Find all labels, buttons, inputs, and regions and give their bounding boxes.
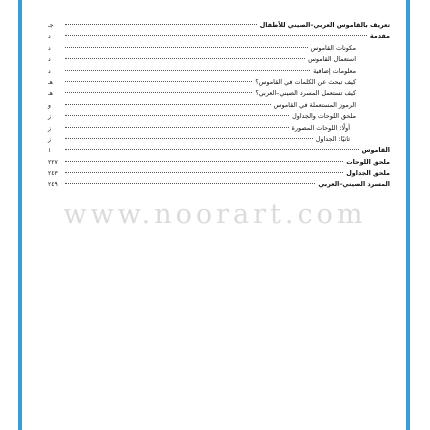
toc-title: ملحق اللوحات	[346, 157, 390, 166]
dot-leader	[65, 127, 289, 128]
toc-title: تعريف بالقاموس العربي–الصيني للأطفال	[259, 21, 390, 29]
dot-leader	[65, 70, 310, 71]
toc-entry[interactable]	[48, 100, 390, 111]
toc-title: أولًا: اللوحات المصورة	[291, 123, 350, 132]
toc-title: استعمال القاموس	[308, 55, 356, 64]
toc-page-number: ٢٢٧	[48, 158, 58, 166]
dot-leader	[65, 92, 252, 93]
toc-page-number: جـ	[48, 22, 54, 29]
toc-page-number: و	[48, 101, 51, 109]
toc-entry[interactable]	[48, 134, 390, 145]
dot-leader	[65, 58, 305, 59]
toc-page-number: ز	[48, 124, 51, 132]
toc-entry[interactable]	[48, 145, 390, 156]
toc-title: مقدمة	[369, 32, 390, 41]
toc-entry[interactable]	[48, 66, 390, 77]
dot-leader	[65, 47, 308, 48]
dot-leader	[65, 24, 257, 25]
dot-leader	[65, 104, 271, 105]
dot-leader	[65, 172, 343, 173]
toc-entry[interactable]	[48, 77, 390, 88]
toc-page-number: هـ	[48, 78, 53, 86]
toc-title: معلومات إضافية	[313, 66, 356, 75]
watermark: www.noorart.com	[63, 199, 367, 230]
toc-entry[interactable]	[48, 88, 390, 99]
dot-leader	[65, 183, 315, 184]
toc-title: ثانيًا: الجداول	[315, 134, 350, 143]
toc-entry[interactable]	[48, 157, 390, 168]
toc-title: كيف تبحث عن الكلمات في القاموس؟	[255, 77, 356, 86]
dot-leader	[65, 149, 359, 150]
dot-leader	[65, 115, 289, 116]
toc-entry[interactable]	[48, 168, 390, 179]
toc-entry[interactable]	[48, 179, 390, 190]
toc-page-number: ١	[48, 147, 52, 155]
dot-leader	[65, 161, 343, 162]
toc-title: المسرد الصيني–العربي	[318, 180, 390, 189]
toc-title: الرموز المستعملة في القاموس	[273, 100, 356, 109]
dot-leader	[65, 138, 313, 139]
toc-entry[interactable]	[48, 31, 390, 42]
toc-title: مكونات القاموس	[310, 43, 356, 52]
toc-title: ملحق اللوحات والجداول	[292, 112, 356, 121]
toc-page-number: د	[48, 56, 51, 64]
toc-page-number: د	[48, 67, 51, 75]
toc-entry[interactable]	[48, 43, 390, 54]
toc-entry[interactable]	[48, 54, 390, 65]
toc-page-number: ٢٤٩	[48, 181, 58, 189]
toc-entry[interactable]	[48, 20, 390, 31]
toc-page-number: ٢٤٣	[48, 170, 58, 178]
toc-page-number: هـ	[48, 90, 53, 98]
toc-title: ملحق الجداول	[346, 169, 390, 178]
toc-page-number: د	[48, 33, 51, 41]
toc-entry[interactable]	[48, 123, 390, 134]
table-of-contents	[48, 20, 390, 191]
toc-page-number: ز	[48, 135, 51, 143]
dot-leader	[65, 81, 252, 82]
toc-title: القاموس	[361, 146, 390, 155]
toc-entry[interactable]	[48, 111, 390, 122]
dot-leader	[65, 35, 367, 36]
toc-page-number: د	[48, 44, 51, 52]
toc-page-number: ز	[48, 113, 51, 121]
toc-title: كيف تستعمل المسرد الصيني–العربي؟	[255, 89, 356, 98]
